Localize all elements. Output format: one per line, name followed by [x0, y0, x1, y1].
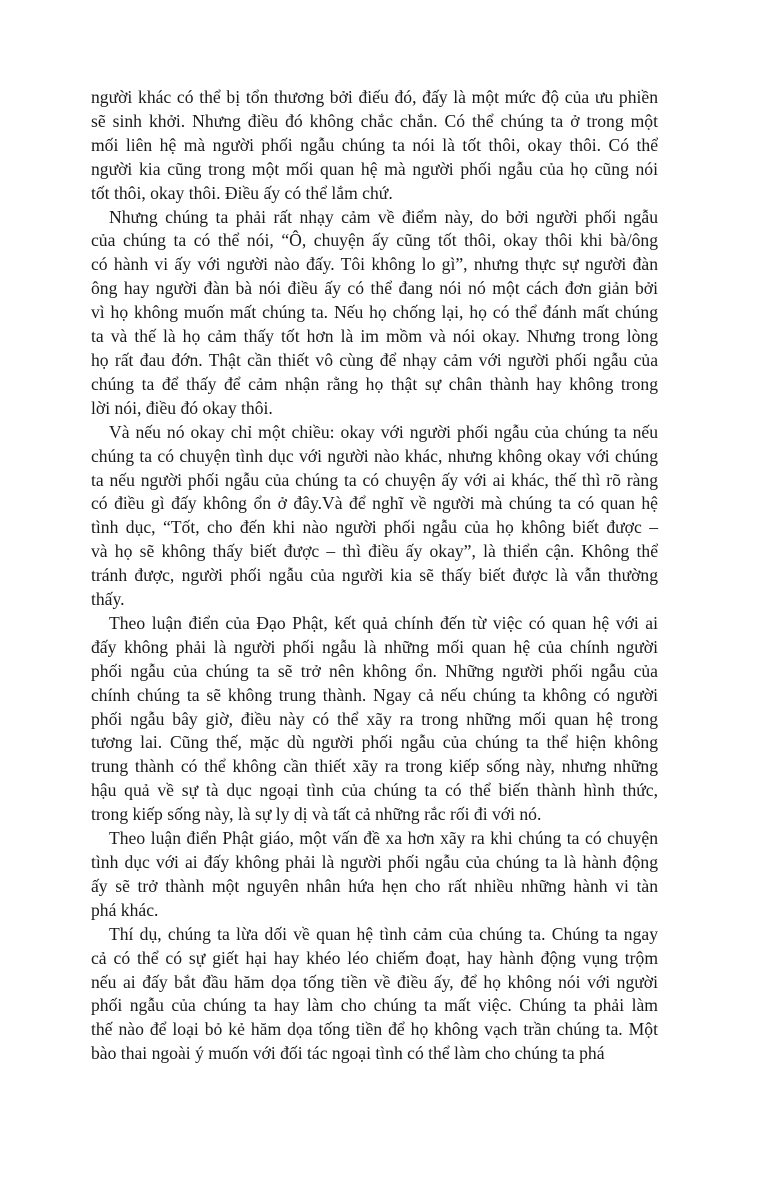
- text-line: ông hay người đàn bà nói điều ấy có thể đang nói nó một cách đơn giản bởi: [91, 278, 658, 299]
- text-line: thấy.: [91, 589, 125, 610]
- text-line: đấy không phải là người phối ngẫu là những mối quan hệ của chính người: [91, 636, 658, 657]
- text-line: họ rất đau đớn. Thật cần thiết vô cùng để nhạy cảm với người phối ngẫu của: [91, 349, 658, 370]
- text-line: người kia cũng trong một mối quan hệ mà người phối ngẫu của họ cũng nói: [91, 158, 658, 179]
- text-line: ta nếu người phối ngẫu của chúng ta có chuyện ấy với ai khác, thế thì rõ ràng: [91, 469, 658, 490]
- text-line: và họ sẽ không thấy biết được – thì điều ấy okay”, là thiển cận. Không thể: [91, 541, 658, 562]
- text-line: hậu quả về sự tà dục ngoại tình của chúng ta có thể biến thành hình thức,: [91, 780, 658, 801]
- text-line: chúng ta có chuyện tình dục với người nào khác, nhưng không okay với chúng: [91, 445, 658, 466]
- text-line: bào thai ngoài ý muốn với đối tác ngoại tình có thể làm cho chúng ta phá: [91, 1043, 605, 1064]
- paragraph: [91, 612, 658, 827]
- document-page: [91, 86, 658, 1066]
- text-line: phối ngẫu của chúng ta sẽ trở nên không ổn. Những người phối ngẫu của: [91, 660, 658, 681]
- text-line: lời nói, điều đó okay thôi.: [91, 397, 273, 418]
- text-line: có hành vi ấy với người nào đấy. Tôi không lo gì”, nhưng thực sự người đàn: [91, 254, 658, 275]
- text-line: người khác có thể bị tổn thương bởi điếu đó, đấy là một mức độ của ưu phiền: [91, 87, 658, 107]
- text-line: tình dục, “Tốt, cho đến khi nào người phối ngẫu của họ không biết được –: [91, 517, 658, 538]
- text-line: phối ngẫu bây giờ, điều này có thể xãy ra trong những mối quan hệ trong: [91, 708, 658, 729]
- text-line: Theo luận điển Phật giáo, một vấn đề xa hơn xãy ra khi chúng ta có chuyện: [109, 828, 658, 849]
- text-line: Và nếu nó okay chỉ một chiều: okay với người phối ngẫu của chúng ta nếu: [109, 421, 658, 442]
- text-line: có điều gì đấy không ổn ở đây.Và để nghĩ về người mà chúng ta có quan hệ: [91, 493, 658, 514]
- paragraph: [91, 86, 658, 206]
- text-line: chúng ta để thấy để cảm nhận rằng họ thật sự chân thành hay không trong: [91, 373, 658, 394]
- text-line: thế nào để loại bỏ kẻ hăm dọa tống tiền để họ không vạch trần chúng ta. Một: [91, 1019, 658, 1040]
- paragraph: [91, 827, 658, 923]
- text-line: trung thành có thể không cần thiết xãy ra trong kiếp sống này, nhưng những: [91, 756, 658, 777]
- paragraph: [91, 923, 658, 1066]
- text-line: Nhưng chúng ta phải rất nhạy cảm về điểm này, do bởi người phối ngẫu: [109, 206, 658, 227]
- text-line: phối ngẫu của chúng ta hay làm cho chúng ta mất việc. Chúng ta phải làm: [91, 995, 658, 1016]
- text-line: tốt thôi, okay thôi. Điều ấy có thể lắm chứ.: [91, 182, 393, 203]
- text-line: phá khác.: [91, 899, 159, 920]
- text-line: Thí dụ, chúng ta lừa dối về quan hệ tình cảm của chúng ta. Chúng ta ngay: [109, 923, 658, 944]
- text-line: tình dục với ai đấy không phải là người phối ngẫu của chúng ta là hành động: [91, 852, 658, 872]
- text-line: tránh được, người phối ngẫu của người kia sẽ thấy biết được là vẫn thường: [91, 565, 658, 586]
- text-line: mối liên hệ mà người phối ngẫu chúng ta nói là tốt thôi, okay thôi. Có thể: [91, 134, 658, 155]
- text-line: cả có thể có sự giết hại hay khéo léo chiếm đoạt, hay hành động vụng trộm: [91, 947, 658, 968]
- text-line: của chúng ta có thể nói, “Ô, chuyện ấy cũng tốt thôi, okay thôi khi bà/ông: [91, 230, 658, 251]
- paragraph: [91, 421, 658, 612]
- text-line: nếu ai đấy bắt đầu hăm dọa tống tiền về điều ấy, để họ không nói với người: [91, 971, 658, 992]
- text-line: ta và thế là họ cảm thấy tốt hơn là im mồm và nói okay. Nhưng trong lòng: [91, 326, 658, 347]
- paragraph: [91, 206, 658, 421]
- text-line: chính chúng ta sẽ không trung thành. Ngay cả nếu chúng ta không có người: [91, 684, 658, 705]
- text-line: Theo luận điển của Đạo Phật, kết quả chính đến từ việc có quan hệ với ai: [109, 612, 658, 633]
- text-line: vì họ không muốn mất chúng ta. Nếu họ chống lại, họ có thể đánh mất chúng: [91, 302, 658, 323]
- text-line: tương lai. Cũng thế, mặc dù người phối ngẫu của chúng ta thể hiện không: [91, 732, 658, 753]
- text-line: ấy sẽ trở thành một nguyên nhân hứa hẹn cho rất nhiều những hành vi tàn: [91, 875, 658, 896]
- text-line: trong kiếp sống này, là sự ly dị và tất cả những rắc rối đi với nó.: [91, 804, 542, 825]
- text-line: sẽ sinh khởi. Nhưng điều đó không chắc chắn. Có thể chúng ta ở trong một: [91, 110, 658, 131]
